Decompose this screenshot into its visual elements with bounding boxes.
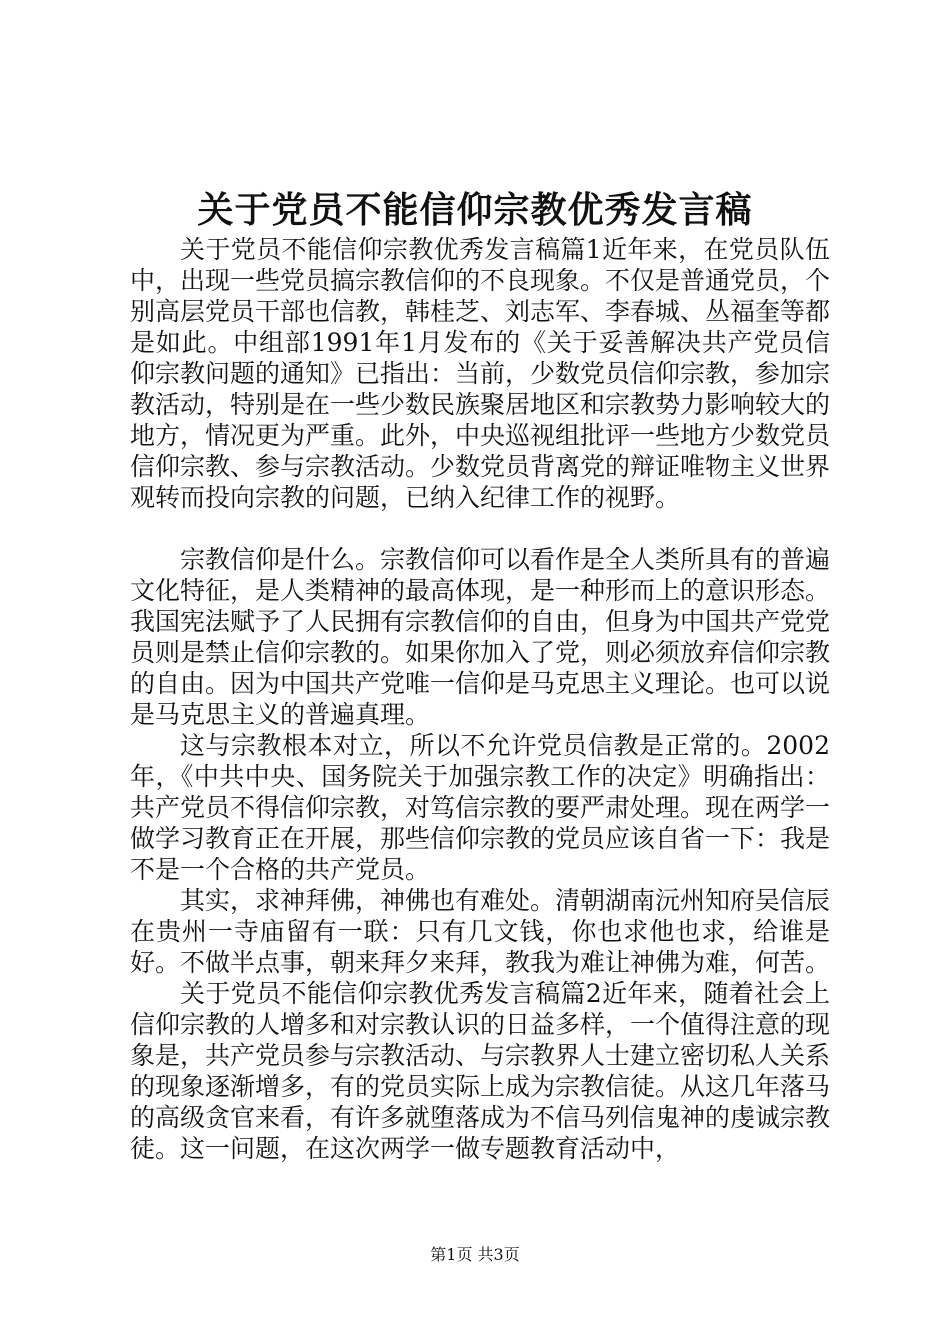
document-title: 关于党员不能信仰宗教优秀发言稿 (197, 189, 753, 231)
paragraph: 关于党员不能信仰宗教优秀发言稿篇2近年来，随着社会上信仰宗教的人增多和对宗教认识的日益多样，一个值得注意的现象是，共产党员参与宗教活动、与宗教界人士建立密切私人关系的现象逐渐增多，有的党员实际上成为宗教信徒。从这几年落马的高级贪官来看，有许多就堕落成为不信马列信鬼神的虔诚宗教徒。这一问题，在这次两学一做专题教育活动中， (130, 979, 831, 1163)
paragraph: 这与宗教根本对立，所以不允许党员信教是正常的。2002年，《中共中央、国务院关于加强宗教工作的决定》明确指出：共产党员不得信仰宗教，对笃信宗教的要严肃处理。现在两学一做学习教育正在开展，那些信仰宗教的党员应该自省一下：我是不是一个合格的共产党员。 (130, 731, 831, 884)
paragraph: 宗教信仰是什么。宗教信仰可以看作是全人类所具有的普遍文化特征，是人类精神的最高体现，是一种形而上的意识形态。我国宪法赋予了人民拥有宗教信仰的自由，但身为中国共产党党员则是禁止信仰宗教的。如果你加入了党，则必须放弃信仰宗教的自由。因为中国共产党唯一信仰是马克思主义理论。也可以说是马克思主义的普遍真理。 (130, 545, 831, 729)
page-number-footer: 第1页 共3页 (430, 1245, 520, 1264)
paragraph: 关于党员不能信仰宗教优秀发言稿篇1近年来，在党员队伍中，出现一些党员搞宗教信仰的不良现象。不仅是普通党员，个别高层党员干部也信教，韩桂芝、刘志军、李春城、丛福奎等都是如此。中组部1991年1月发布的《关于妥善解决共产党员信仰宗教问题的通知》已指出：当前，少数党员信仰宗教，参加宗教活动，特别是在一些少数民族聚居地区和宗教势力影响较大的地方，情况更为严重。此外，中央巡视组批评一些地方少数党员信仰宗教、参与宗教活动。少数党员背离党的辩证唯物主义世界观转而投向宗教的问题，已纳入纪律工作的视野。 (130, 235, 831, 512)
paragraph: 其实，求神拜佛，神佛也有难处。清朝湖南沅州知府吴信辰在贵州一寺庙留有一联：只有几文钱，你也求他也求，给谁是好。不做半点事，朝来拜夕来拜，教我为难让神佛为难，何苦。 (130, 886, 831, 977)
document-body (130, 234, 830, 1164)
